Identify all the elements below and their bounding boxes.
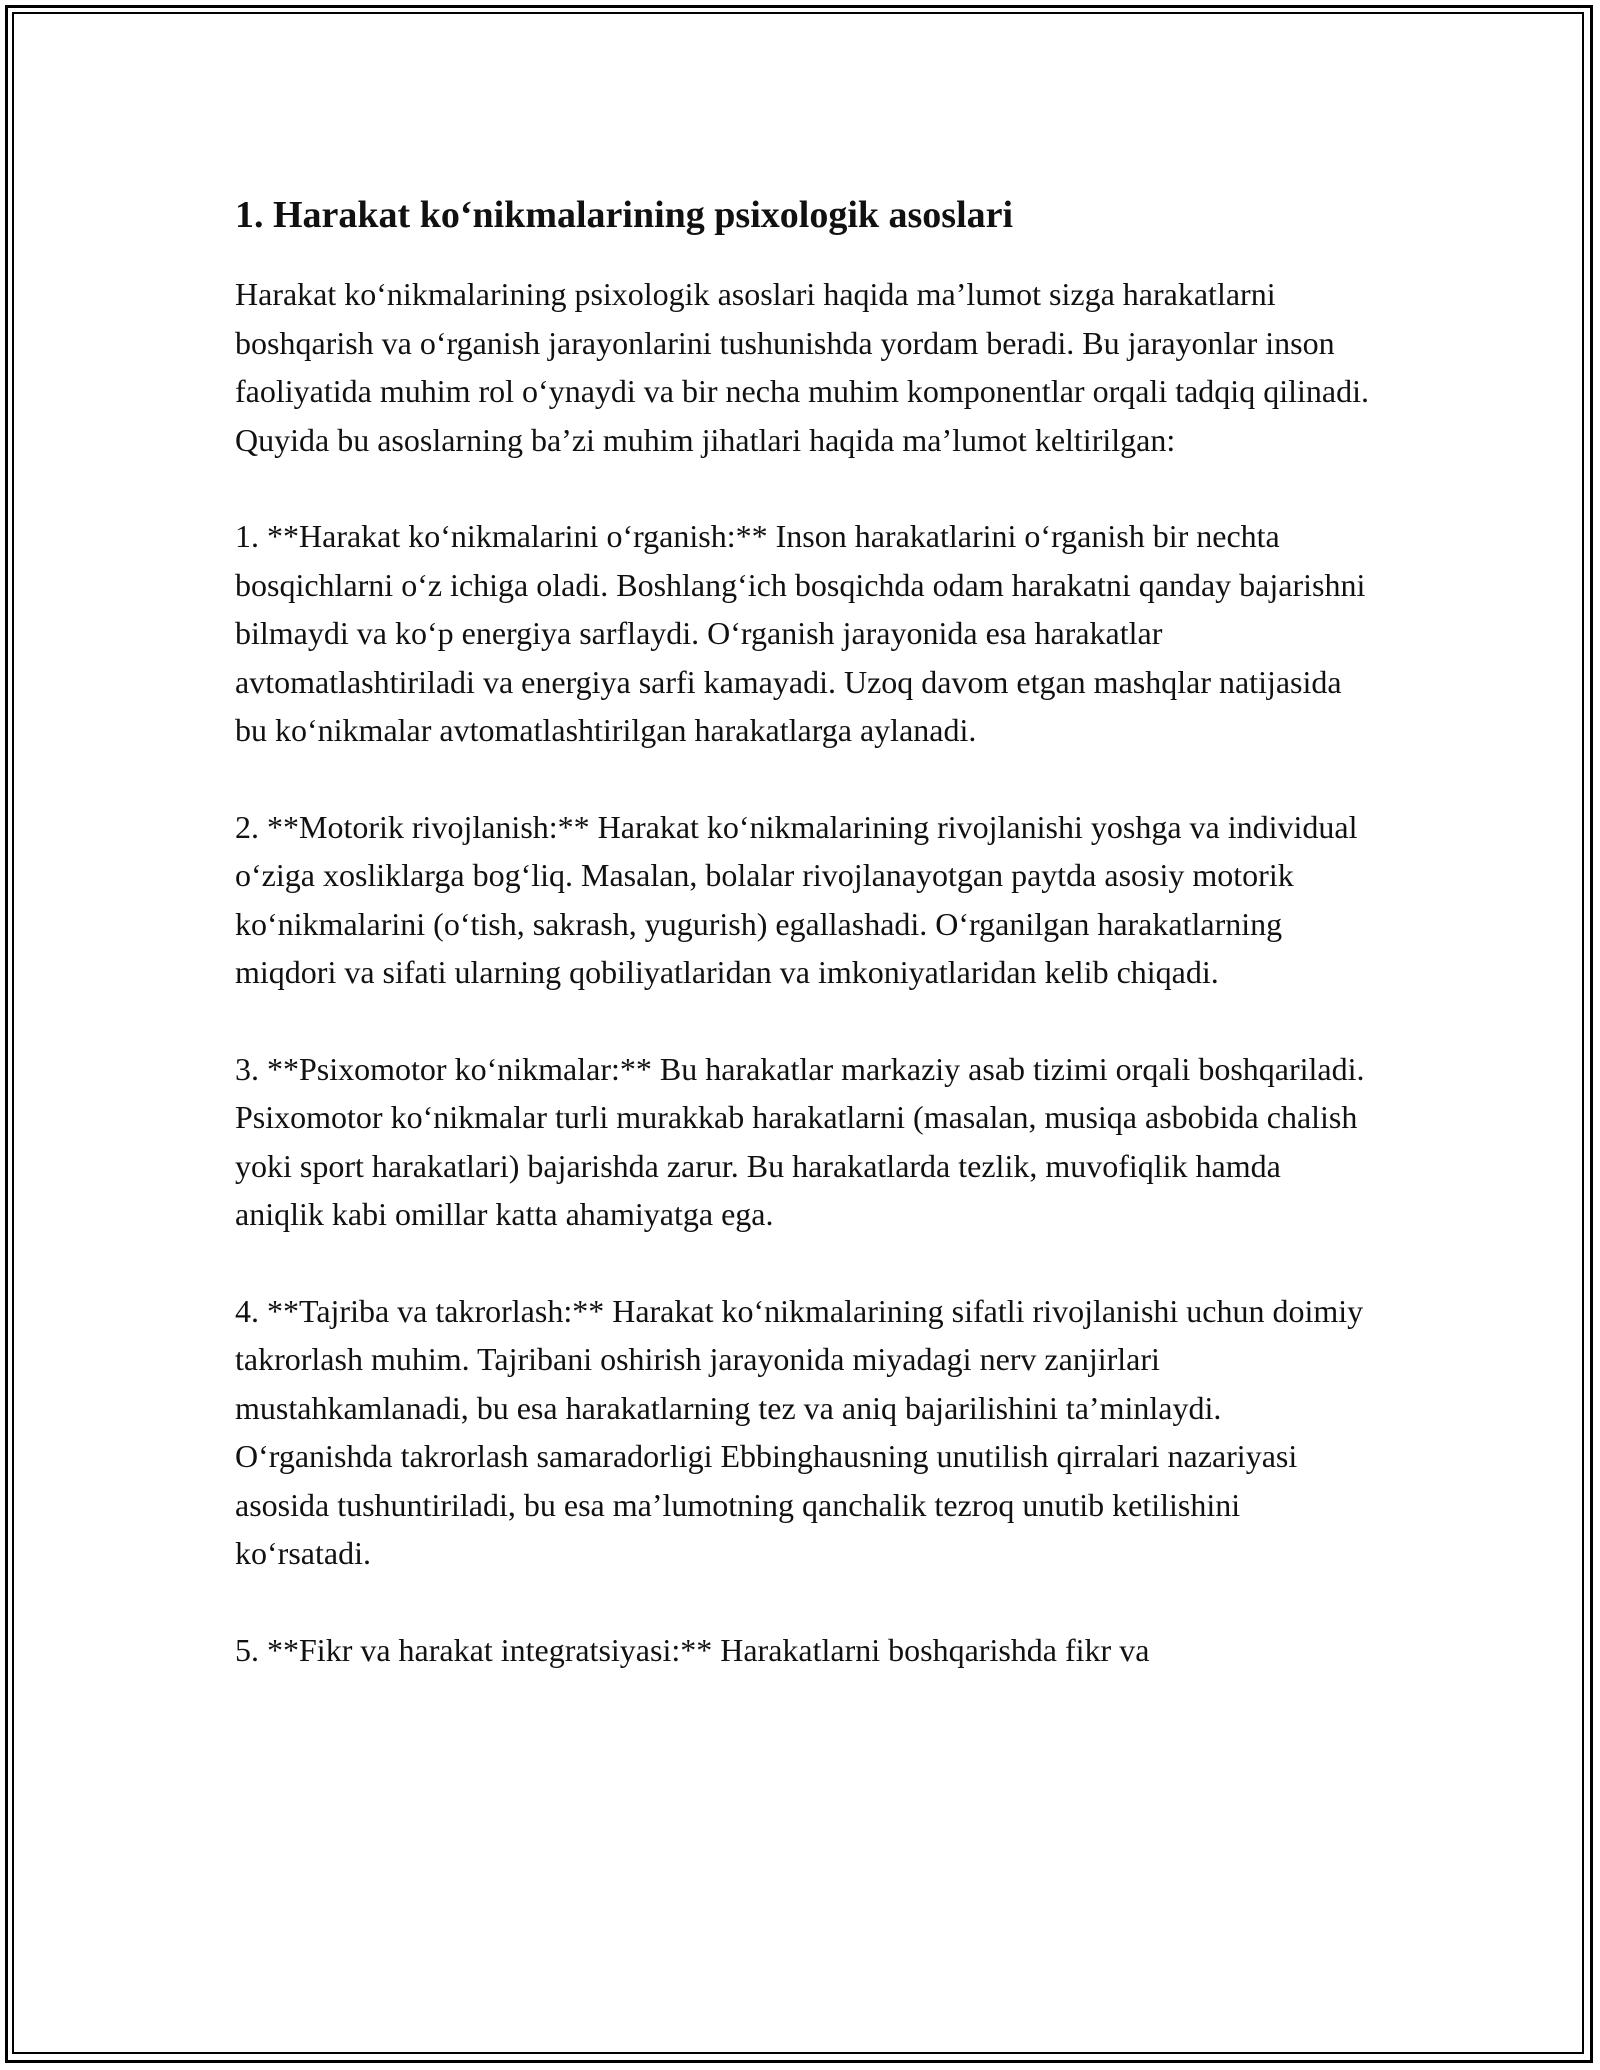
paragraph-item-2: 2. **Motorik rivojlanish:** Harakat ko‘nikmalarining rivojlanishi yoshga va individual o‘ziga xosliklarga bog‘liq. Masalan, bolalar rivojlanayotgan paytda asosiy motorik ko‘nikmalarini (o‘tish, sakrash, yugurish) egallashadi. O‘rganilgan harakatlarning miqdori va sifati ularning qobiliyatlaridan va imkoniyatlaridan kelib chiqadi. <box>235 808 1358 990</box>
document-body <box>235 190 1375 1722</box>
paragraph-item-5: 5. **Fikr va harakat integratsiyasi:** Harakatlarni boshqarishda fikr va <box>235 1631 1150 1668</box>
paragraph-item-1: 1. **Harakat ko‘nikmalarini o‘rganish:** Inson harakatlarini o‘rganish bir nechta bosqichlarni o‘z ichiga oladi. Boshlang‘ich bosqichda odam harakatni qanday bajarishni bilmaydi va ko‘p energiya sarflaydi. O‘rganish jarayonida esa harakatlar avtomatlashtiriladi va energiya sarfi kamayadi. Uzoq davom etgan mashqlar natijasida bu ko‘nikmalar avtomatlashtirilgan harakatlarga aylanadi. <box>235 518 1366 748</box>
paragraph-item-3: 3. **Psixomotor ko‘nikmalar:** Bu harakatlar markaziy asab tizimi orqali boshqariladi. Psixomotor ko‘nikmalar turli murakkab harakatlarni (masalan, musiqa asbobida chalish yoki sport harakatlari) bajarishda zarur. Bu harakatlarda tezlik, muvofiqlik hamda aniqlik kabi omillar katta ahamiyatga ega. <box>235 1050 1365 1232</box>
paragraph-item-4: 4. **Tajriba va takrorlash:** Harakat ko‘nikmalarining sifatli rivojlanishi uchun doimiy takrorlash muhim. Tajribani oshirish jarayonida miyadagi nerv zanjirlari mustahkamlanadi, bu esa harakatlarning tez va aniq bajarilishini ta’minlaydi. O‘rganishda takrorlash samaradorligi Ebbinghausning unutilish qirralari nazariyasi asosida tushuntiriladi, bu esa ma’lumotning qanchalik tezroq unutib ketilishini ko‘rsatadi. <box>235 1292 1364 1571</box>
document-title: 1. Harakat ko‘nikmalarining psixologik asoslari <box>235 194 1014 236</box>
paragraph-intro: Harakat ko‘nikmalarining psixologik asoslari haqida ma’lumot sizga harakatlarni boshqarish va o‘rganish jarayonlarini tushunishda yordam beradi. Bu jarayonlar inson faoliyatida muhim rol o‘ynaydi va bir necha muhim komponentlar orqali tadqiq qilinadi. Quyida bu asoslarning ba’zi muhim jihatlari haqida ma’lumot keltirilgan: <box>235 276 1369 458</box>
